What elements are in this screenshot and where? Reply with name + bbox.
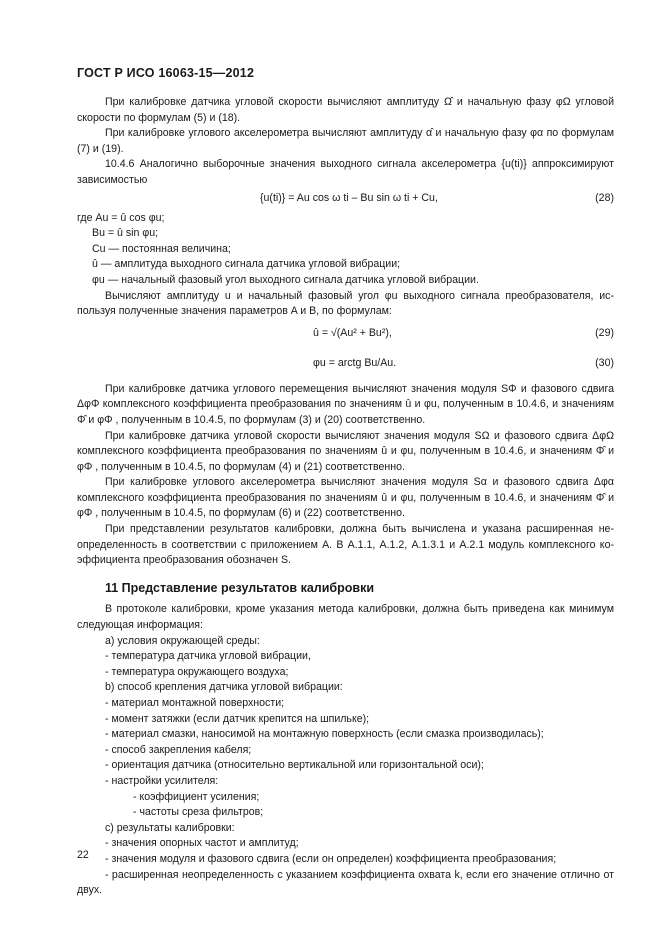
list-item: - материал монтажной поверхности; — [105, 697, 285, 709]
list-item: - температура датчика угловой вибрации, — [105, 650, 311, 663]
list-item: - настройки усилителя: — [105, 774, 219, 787]
list-item: - ориентация датчика (относительно вертикальной или горизонтальной оси); — [105, 759, 484, 772]
paragraph: При калибровке датчика угловой скорости вычисляют значения модуля SΩ и фазового сдвига ΔφΩ комплексного коэффициента преобразования по значениям û и φu, полученным в 10.4.6, и значениям Φ̂ и φΦ , полученным в 10.4.5, по формулам (4) и (21) соответственно. — [77, 429, 614, 473]
list-item: c) результаты калибровки: — [105, 821, 235, 834]
list-item: a) условия окружающей среды: — [105, 634, 260, 647]
list-item: - способ закрепления кабеля; — [105, 743, 252, 756]
formula-number: (30) — [595, 356, 614, 369]
section-heading: 11 Представление результатов калибровки — [105, 580, 375, 595]
where-line: û — амплитуда выходного сигнала датчика угловой вибрации; — [92, 258, 401, 271]
paragraph: При калибровке датчика угловой скорости вычисляют амплитуду Ω̂ и начальную фазу φΩ угловой скорости по формулам (5) и (18). — [77, 96, 614, 124]
paragraph: При калибровке углового акселерометра вычисляют значения модуля Sα и фазового сдвига Δφα комплексного коэффициента преобразования по значениям û и φu, полученным в 10.4.6, и значениям Φ̂ и φΦ , полученным в 10.4.5, по формулам (6) и (22) соответственно. — [77, 476, 614, 520]
list-item: - частоты среза фильтров; — [133, 806, 264, 819]
paragraph: При калибровке углового акселерометра вычисляют амплитуду α̂ и начальную фазу φα по формулам (7) и (19). — [77, 127, 614, 155]
list-item: - значения опорных частот и амплитуд; — [105, 837, 299, 850]
where-line: где Au = û cos φu; — [77, 211, 165, 224]
list-item: - материал смазки, наносимой на монтажную поверхность (если смазка производилась); — [105, 728, 544, 741]
list-item: - момент затяжки (если датчик крепится на шпильке); — [105, 712, 370, 725]
paragraph: 10.4.6 Аналогично выборочные значения выходного сигнала акселерометра {u(ti)} аппроксимируют зависимостью — [77, 158, 614, 186]
where-line: φu — начальный фазовый угол выходного сигнала датчика угловой вибрации. — [92, 273, 479, 286]
where-line: Bu = û sin φu; — [92, 227, 159, 240]
formula-expression: {u(ti)} = Au cos ω ti – Bu sin ω ti + Cu, — [260, 191, 438, 204]
formula-number: (29) — [595, 326, 614, 339]
formula-expression: φu = arctg Bu/Au. — [313, 356, 397, 369]
document-body — [77, 95, 614, 899]
paragraph: Вычисляют амплитуду u и начальный фазовый угол φu выходного сигнала преобразователя, используя полученные значения параметров A и B, по формулам: — [77, 289, 614, 318]
formula-number: (28) — [595, 191, 614, 204]
paragraph: В протоколе калибровки, кроме указания метода калибровки, должна быть приведена как минимум следующая информация: — [77, 603, 614, 632]
list-item: - температура окружающего воздуха; — [105, 665, 289, 678]
where-line: Cu — постоянная величина; — [92, 242, 231, 255]
page-number: 22 — [77, 849, 89, 861]
paragraph: При калибровке датчика углового перемещения вычисляют значения модуля SΦ и фазового сдвига ΔφΦ комплексного коэффициента преобразования по значениям û и φu, полученным в 10.4.6, и значениям Φ̂ и φΦ , полученным в 10.4.5, по формулам (3) и (20) соответственно. — [77, 382, 614, 426]
list-item: - значения модуля и фазового сдвига (если он определен) коэффициента преобразования; — [105, 852, 557, 865]
paragraph: При представлении результатов калибровки, должна быть вычислена и указана расширенная неопределенность в соответствии с приложением А. В А.1.1, А.1.2, А.1.3.1 и А.2.1 модуль комплексного коэффициента преобразования обозначен S. — [77, 523, 614, 567]
formula-28 — [77, 189, 614, 211]
list-item: - коэффициент усиления; — [133, 790, 260, 803]
formula-29 — [77, 320, 614, 350]
list-item: - расширенная неопределенность с указанием коэффициента охвата k, если его значение отлично от двух. — [77, 868, 614, 897]
list-item: b) способ крепления датчика угловой вибрации: — [105, 681, 343, 694]
formula-expression: û = √(Au² + Bu²), — [313, 326, 392, 339]
formula-30 — [77, 350, 614, 382]
document-header: ГОСТ Р ИСО 16063-15—2012 — [77, 66, 255, 80]
